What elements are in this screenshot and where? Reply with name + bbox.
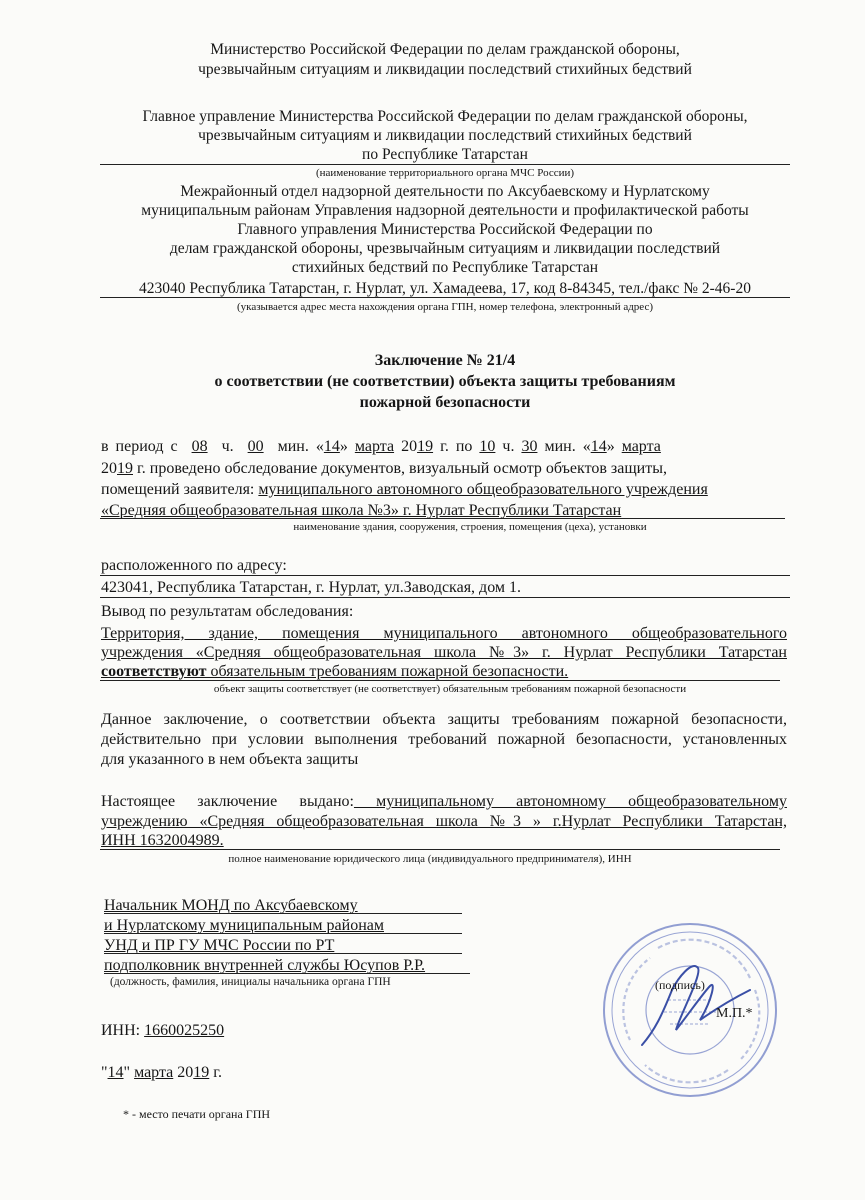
dept-line-1: Межрайонный отдел надзорной деятельности по Аксубаевскому и Нурлатскому: [180, 183, 710, 200]
signature-caption: (подпись): [655, 978, 705, 992]
start-hour: 08: [191, 438, 208, 455]
validity-line-1: Данное заключение, о соответствии объекта защиты требованиям пожарной безопасности,: [101, 711, 787, 728]
location-address: 423041, Республика Татарстан, г. Нурлат, ул.Заводская, дом 1.: [101, 579, 522, 596]
conclusion-line-2: [101, 643, 787, 663]
divider: [100, 680, 780, 681]
unit-hour: ч.: [502, 438, 515, 455]
inn-line: [101, 1021, 224, 1041]
divider: [104, 953, 462, 954]
end-minute: 30: [521, 438, 538, 455]
applicant-line-1: [101, 480, 791, 500]
end-month: марта: [621, 438, 661, 455]
dept-line-2: муниципальным районам Управления надзорной деятельности и профилактической работы: [141, 202, 749, 219]
conclusion-line-3: [101, 662, 568, 682]
period-line-2: [101, 459, 791, 479]
applicant-name-1: муниципального автономного общеобразовательного учреждения: [258, 481, 708, 498]
document-subtitle-1: о соответствии (не соответствии) объекта защиты требованиям: [214, 373, 676, 390]
divider: [100, 518, 785, 519]
document-title: Заключение № 21/4: [374, 352, 516, 369]
issue-month: марта: [134, 1064, 174, 1081]
unit-minute: мин.: [277, 438, 309, 455]
dept-line-4: делам гражданской обороны, чрезвычайным ситуациям и ликвидации последствий: [169, 240, 721, 257]
end-hour: 10: [479, 438, 496, 455]
issue-date: "14" марта 2019 г.: [101, 1064, 223, 1081]
issued-line-3: [101, 831, 224, 851]
conclusion-line-1: [101, 624, 787, 644]
applicant-label: помещений заявителя:: [101, 481, 255, 498]
conclusion-text-3: обязательным требованиям пожарной безопасности.: [206, 663, 569, 680]
signatory-caption: (должность, фамилия, инициалы начальника органа ГПН: [110, 976, 391, 988]
conclusion-text-2: учреждения «Средняя общеобразовательная школа №3» г. Нурлат Республики Татарстан: [101, 644, 787, 661]
office-address: 423040 Республика Татарстан, г. Нурлат, ул. Хамадеева, 17, код 8-84345, тел./факс № 2-46-20: [139, 280, 751, 297]
period-line-2-text: г. проведено обследование документов, визуальный осмотр объектов защиты,: [137, 460, 667, 477]
conclusion-caption: объект защиты соответствует (не соответствует) обязательным требованиям пожарной безопасности: [213, 683, 687, 695]
issued-text-2: учреждению «Средняя общеобразовательная школа №3 » г.Нурлат Республики Татарстан,: [101, 813, 787, 830]
gu-caption: (наименование территориального органа МЧС России): [315, 167, 575, 179]
issued-text-1: муниципальному автономному общеобразовательному: [353, 793, 787, 810]
issue-day: 14: [107, 1064, 124, 1081]
divider: [104, 913, 462, 914]
ministry-line-1: Министерство Российской Федерации по делам гражданской обороны,: [210, 41, 680, 58]
year-prefix: 20: [101, 460, 117, 477]
issued-line-2: [101, 812, 787, 832]
divider: [100, 297, 790, 298]
divider: [104, 973, 470, 974]
conclusion-label: Вывод по результатам обследования:: [101, 603, 354, 620]
issued-inn: ИНН 1632004989.: [101, 832, 224, 849]
conclusion-text-1: Территория, здание, помещения муниципального автономного общеобразовательного: [101, 625, 787, 642]
period-line-1: в период с 08 ч. 00 мин. «14» марта 2019 г. по 10 ч. 30 мин. «14» марта: [101, 438, 661, 455]
issued-caption: полное наименование юридического лица (индивидуального предпринимателя), ИНН: [228, 853, 632, 865]
start-year: 19: [417, 438, 434, 455]
start-month: марта: [354, 438, 395, 455]
dept-line-5: стихийных бедствий по Республике Татарстан: [291, 259, 599, 276]
issue-year: 19: [193, 1064, 210, 1081]
gu-line-1: Главное управление Министерства Российской Федерации по делам гражданской обороны,: [142, 108, 748, 125]
official-stamp: [600, 920, 780, 1100]
validity-line-2: действительно при условии выполнения требований пожарной безопасности, установленных: [101, 731, 787, 748]
inn-label: ИНН:: [101, 1022, 141, 1039]
gu-line-2: чрезвычайным ситуациям и ликвидации последствий стихийных бедствий: [198, 127, 692, 144]
address-caption: (указывается адрес места нахождения органа ГПН, номер телефона, электронный адрес): [236, 301, 654, 313]
divider: [104, 933, 462, 934]
issued-label: Настоящее заключение выдано:: [101, 793, 354, 810]
applicant-name-2: «Средняя общеобразовательная школа №3» г. Нурлат Республики Татарстан: [101, 502, 622, 519]
conclusion-verdict: соответствуют: [101, 663, 207, 680]
year-prefix: 20: [401, 438, 418, 455]
issue-year-prefix: 20: [177, 1064, 194, 1081]
end-year: 19: [117, 460, 133, 477]
issue-year-suffix: г.: [213, 1064, 223, 1081]
period-to: г. по: [440, 438, 473, 455]
divider: [100, 849, 780, 850]
divider: [100, 164, 790, 165]
signatory-text-2: и Нурлатскому муниципальным районам: [104, 917, 384, 934]
applicant-caption: наименование здания, сооружения, строения, помещения (цеха), установки: [293, 521, 647, 533]
divider: [100, 597, 790, 598]
ministry-line-2: чрезвычайным ситуациям и ликвидации последствий стихийных бедствий: [198, 61, 692, 78]
dept-line-3: Главного управления Министерства Российской Федерации по: [237, 221, 653, 238]
document-subtitle-2: пожарной безопасности: [359, 394, 531, 411]
signatory-text-1: Начальник МОНД по Аксубаевскому: [104, 897, 358, 914]
end-day: 14: [590, 438, 607, 455]
validity-line-3: для указанного в нем объекта защиты: [101, 751, 359, 768]
period-prefix: в период с: [101, 438, 178, 455]
unit-hour: ч.: [221, 438, 234, 455]
seal-place-label: М.П.*: [716, 1006, 753, 1021]
signatory-text-4: подполковник внутренней службы Юсупов Р.Р.: [104, 957, 426, 974]
start-day: 14: [323, 438, 340, 455]
location-label: расположенного по адресу:: [101, 557, 287, 574]
gu-line-3: по Республике Татарстан: [362, 146, 528, 163]
divider: [100, 575, 790, 576]
start-minute: 00: [247, 438, 264, 455]
footnote: * - место печати органа ГПН: [123, 1107, 271, 1121]
issued-line-1: [101, 792, 787, 812]
signatory-text-3: УНД и ПР ГУ МЧС России по РТ: [104, 937, 335, 954]
unit-minute: мин.: [544, 438, 576, 455]
inn-value: 1660025250: [144, 1022, 225, 1039]
